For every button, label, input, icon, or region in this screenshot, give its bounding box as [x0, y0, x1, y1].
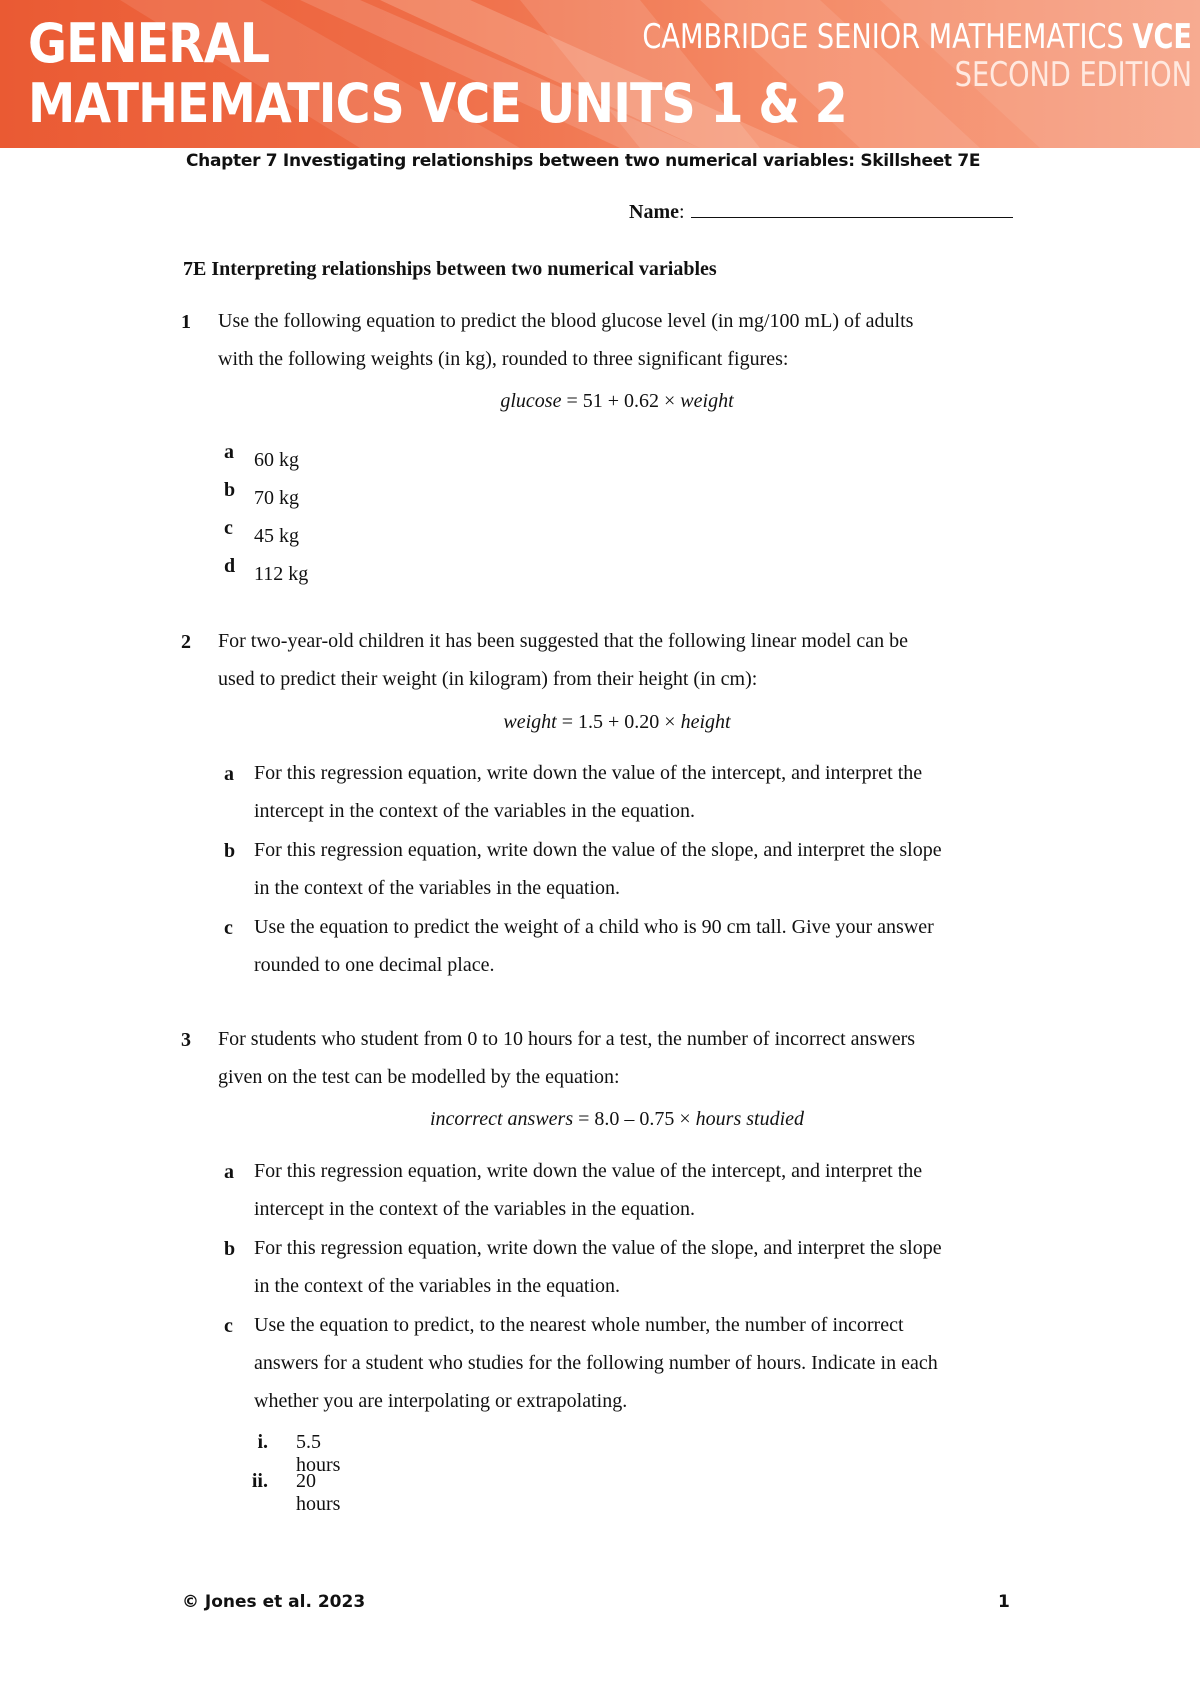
equation-lhs: weight	[503, 711, 557, 733]
banner	[0, 0, 1200, 148]
brand-line-general: GENERAL	[28, 12, 270, 75]
subpart-text: 5.5 hours	[296, 1431, 341, 1476]
part-text: 70 kg	[254, 487, 299, 509]
name-colon: :	[678, 201, 685, 223]
equation	[0, 711, 1200, 734]
question-number: 2	[181, 631, 191, 653]
part-label: a	[224, 441, 234, 463]
part-text: 112 kg	[254, 563, 309, 585]
question-text-line: with the following weights (in kg), rounded to three significant figures:	[218, 348, 789, 370]
part-label: b	[224, 840, 236, 862]
edition-label: SECOND EDITION	[954, 55, 1192, 95]
equation-operator: = 1.5 + 0.20 ×	[556, 711, 681, 733]
part-label: c	[224, 1315, 233, 1337]
equation	[0, 1108, 1200, 1131]
question-text-line: For two-year-old children it has been suggested that the following linear model can be	[218, 630, 908, 652]
part-text-line: Use the equation to predict the weight of a child who is 90 cm tall. Give your answer	[254, 916, 934, 938]
equation-operator: = 51 + 0.62 ×	[561, 390, 681, 412]
part-label: a	[224, 763, 234, 785]
equation-operator: = 8.0 – 0.75 ×	[573, 1108, 696, 1130]
part-text-line: For this regression equation, write down the value of the slope, and interpret the slope	[254, 1237, 942, 1259]
name-label: Name	[629, 201, 679, 223]
part-text-line: For this regression equation, write down the value of the slope, and interpret the slope	[254, 839, 942, 861]
name-field	[629, 201, 1013, 224]
part-label: a	[224, 1161, 234, 1183]
chapter-header: Chapter 7 Investigating relationships between two numerical variables: Skillsheet 7E	[186, 151, 981, 171]
equation-rhs: height	[680, 711, 731, 733]
equation-rhs: weight	[680, 390, 734, 412]
part-label: d	[224, 555, 236, 577]
part-text-line: For this regression equation, write down the value of the intercept, and interpret the	[254, 1160, 923, 1182]
subpart-text: 20 hours	[296, 1470, 341, 1515]
brand-line-mathematics: MATHEMATICS VCE UNITS 1 & 2	[28, 72, 847, 135]
part-label: c	[224, 917, 233, 939]
equation-rhs: hours studied	[695, 1108, 805, 1130]
part-text: 60 kg	[254, 449, 299, 471]
question-number: 3	[181, 1029, 191, 1051]
part-label: b	[224, 1238, 236, 1260]
question-text-line: For students who student from 0 to 10 hours for a test, the number of incorrect answers	[218, 1028, 916, 1050]
footer-page-number: 1	[998, 1592, 1010, 1612]
question-text-line: used to predict their weight (in kilogram) from their height (in cm):	[218, 668, 758, 690]
section-title: 7E Interpreting relationships between two numerical variables	[183, 258, 717, 280]
equation	[0, 390, 1200, 413]
part-text-line: rounded to one decimal place.	[254, 954, 495, 976]
subpart-label: i.	[257, 1431, 268, 1453]
series-name: CAMBRIDGE SENIOR MATHEMATICS VCE	[642, 17, 1192, 57]
part-text-line: Use the equation to predict, to the nearest whole number, the number of incorrect	[254, 1314, 904, 1336]
part-text: 45 kg	[254, 525, 299, 547]
part-text-line: in the context of the variables in the equation.	[254, 1275, 620, 1297]
part-label: b	[224, 479, 236, 501]
name-blank-line	[691, 203, 1013, 218]
series-title	[642, 18, 1192, 94]
part-text-line: answers for a student who studies for the following number of hours. Indicate in each	[254, 1352, 938, 1374]
part-text-line: in the context of the variables in the equation.	[254, 877, 620, 899]
part-text-line: For this regression equation, write down the value of the intercept, and interpret the	[254, 762, 923, 784]
part-text-line: intercept in the context of the variables in the equation.	[254, 800, 695, 822]
series-vce: VCE	[1132, 17, 1192, 57]
question-text-line: Use the following equation to predict the blood glucose level (in mg/100 mL) of adults	[218, 310, 914, 332]
part-text-line: whether you are interpolating or extrapolating.	[254, 1390, 628, 1412]
equation-lhs: incorrect answers	[429, 1108, 574, 1130]
question-text-line: given on the test can be modelled by the equation:	[218, 1066, 620, 1088]
part-text-line: intercept in the context of the variables in the equation.	[254, 1198, 695, 1220]
footer-copyright: © Jones et al. 2023	[182, 1592, 366, 1612]
equation-lhs: glucose	[500, 390, 562, 412]
part-label: c	[224, 517, 233, 539]
question-number: 1	[181, 311, 191, 333]
subpart-label: ii.	[251, 1470, 268, 1492]
